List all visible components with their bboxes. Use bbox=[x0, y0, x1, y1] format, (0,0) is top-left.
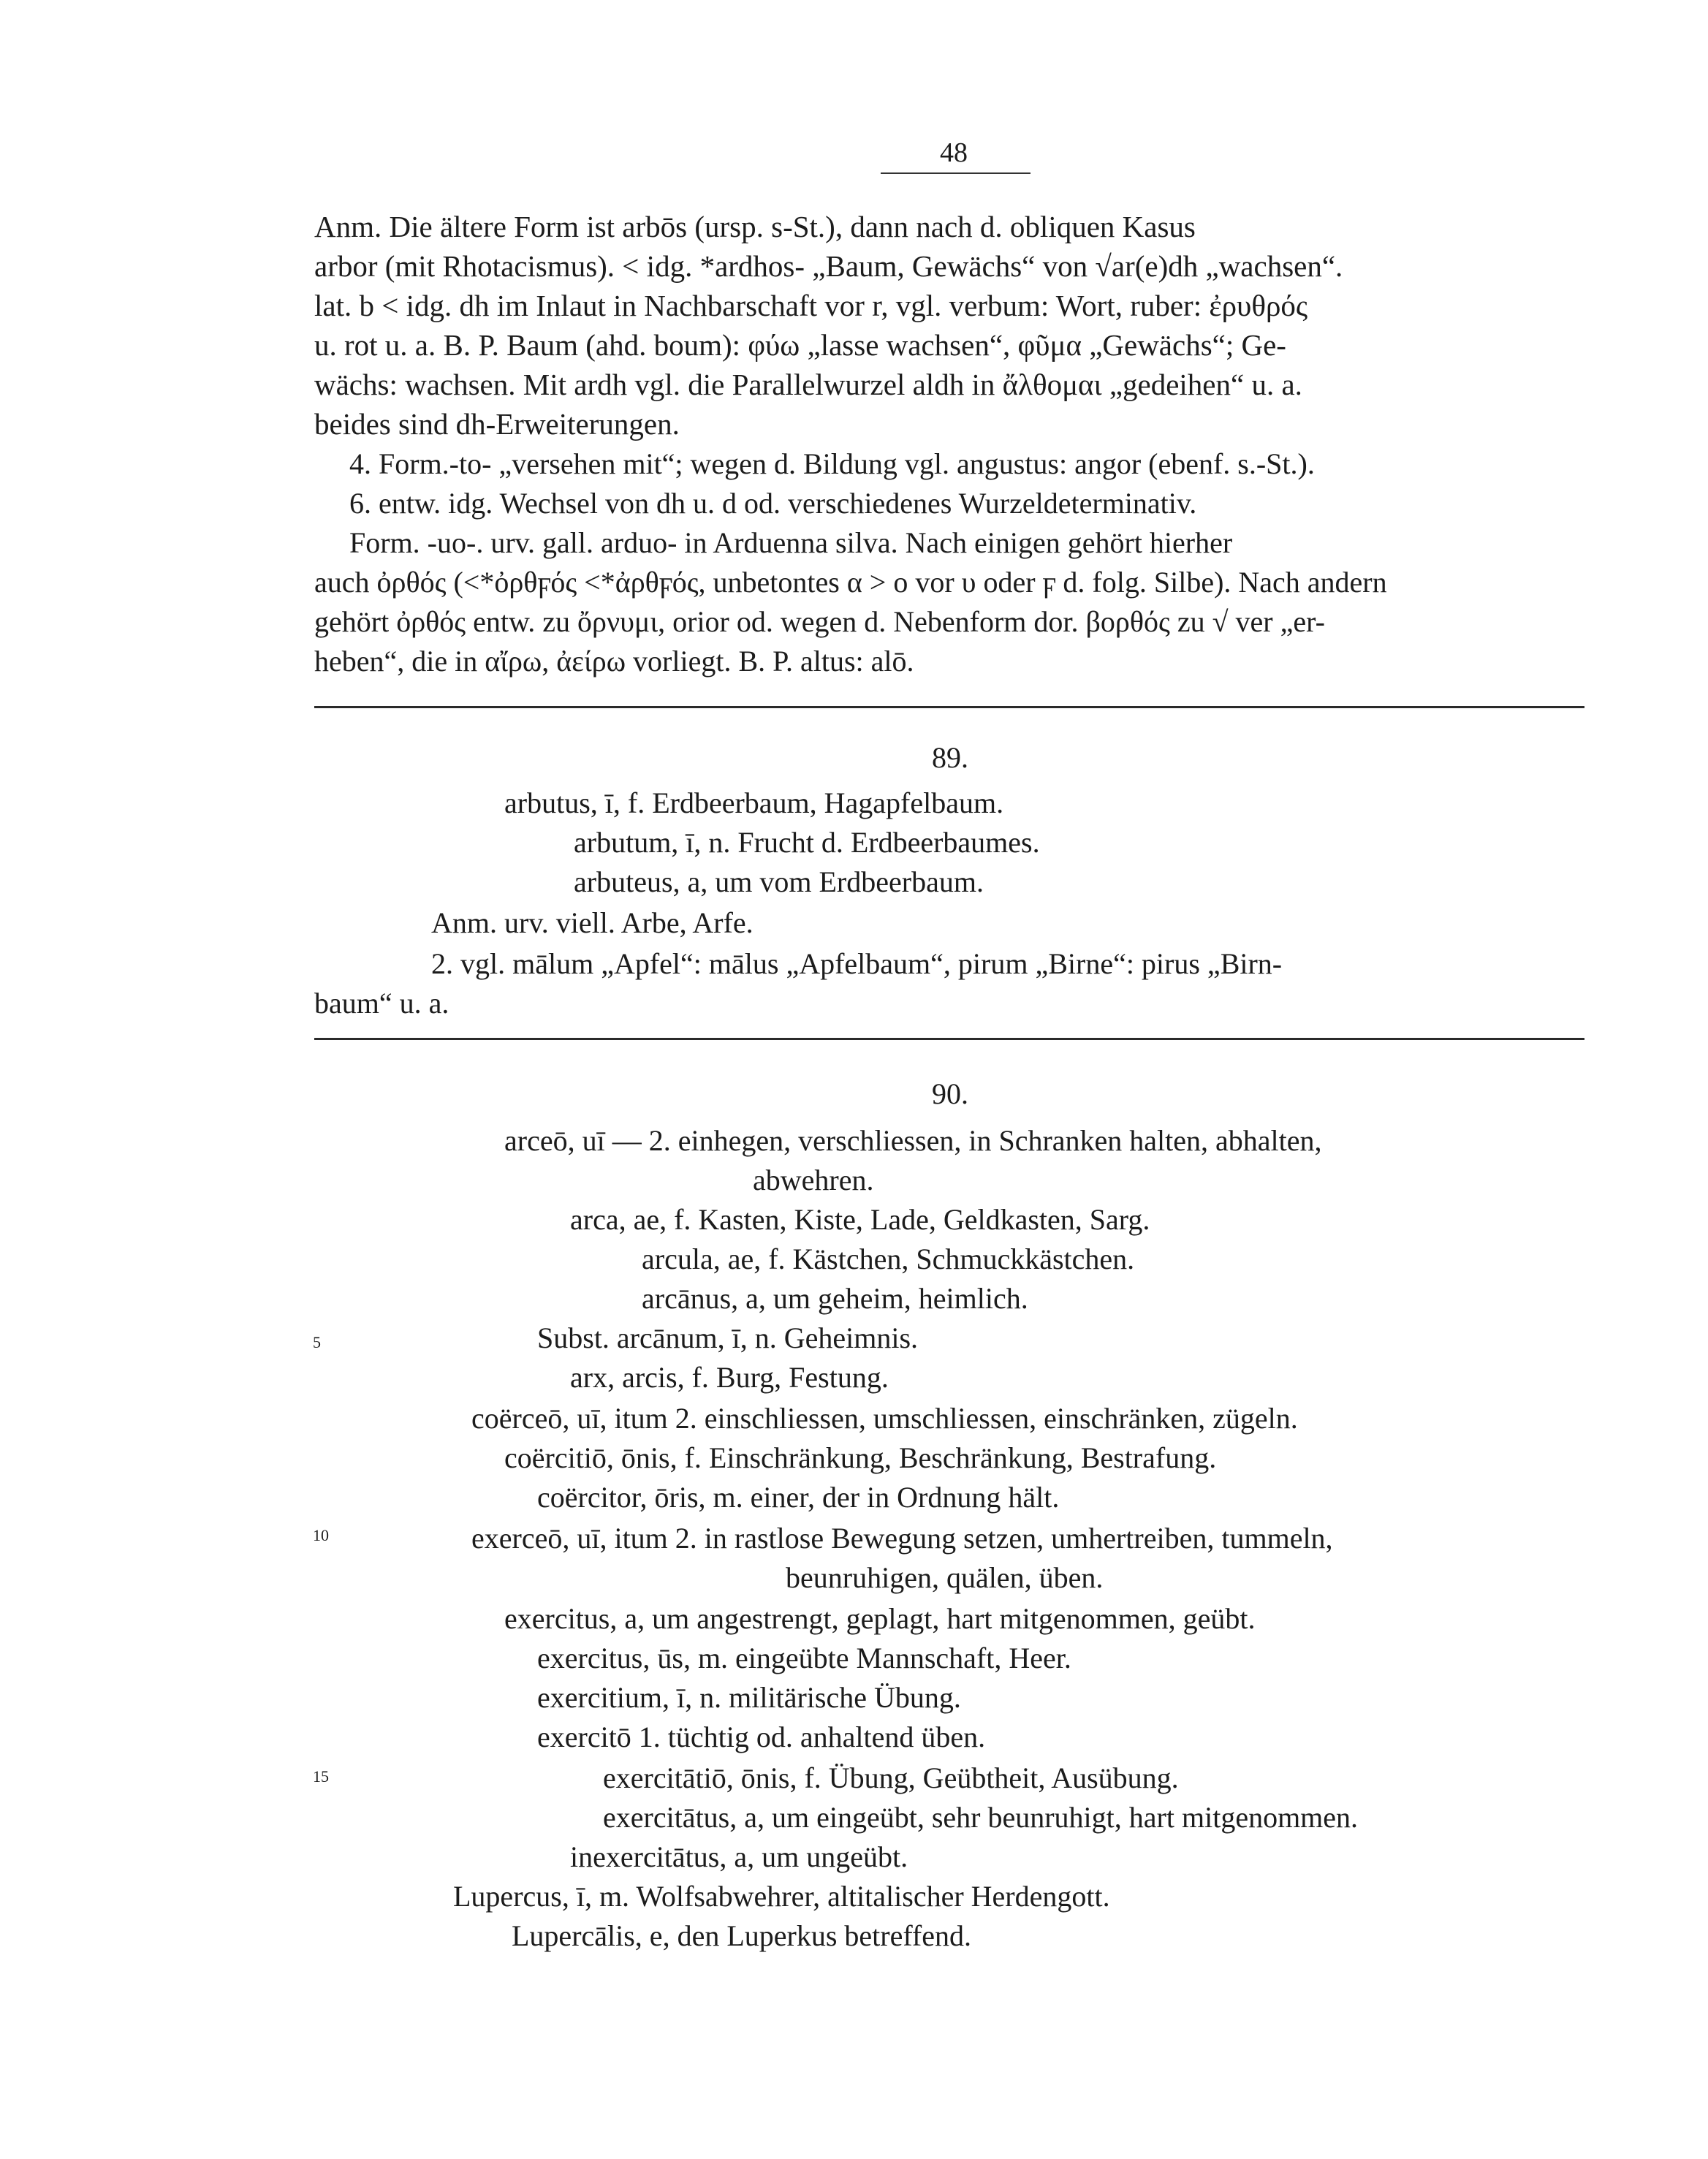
margin-line-number: 5 bbox=[313, 1333, 321, 1351]
note-line: Form. -uo-. urv. gall. arduo- in Arduenna silva. Nach einigen gehört hierher bbox=[349, 526, 1233, 559]
section-divider bbox=[314, 706, 1584, 708]
anm-line: arbor (mit Rhotacismus). < idg. *ardhos- „Baum, Gewächs“ von √ar(e)dh „wachsen“. bbox=[314, 249, 1343, 283]
note-line: gehört ὀρθός entw. zu ὄρνυμι, orior od. wegen d. Nebenform dor. βορθός zu √ ver „er- bbox=[314, 605, 1325, 638]
entry-line: Anm. urv. viell. Arbe, Arfe. bbox=[431, 906, 754, 939]
entry-line: 2. vgl. mālum „Apfel“: mālus „Apfelbaum“, pirum „Birne“: pirus „Birn- bbox=[431, 947, 1283, 980]
entry-line: Subst. arcānum, ī, n. Geheimnis. bbox=[537, 1321, 919, 1354]
anm-line: lat. b < idg. dh im Inlaut in Nachbarschaft vor r, vgl. verbum: Wort, ruber: ἐρυθρός bbox=[314, 289, 1308, 322]
entry-line: exerceō, uī, itum 2. in rastlose Bewegung setzen, umhertreiben, tummeln, bbox=[471, 1522, 1333, 1555]
anm-line: wächs: wachsen. Mit ardh vgl. die Parallelwurzel aldh in ἄλθομαι „gedeihen“ u. a. bbox=[314, 368, 1302, 401]
entry-line: arcānus, a, um geheim, heimlich. bbox=[642, 1282, 1028, 1315]
section-number-89: 89. bbox=[932, 741, 968, 774]
entry-line: arbutum, ī, n. Frucht d. Erdbeerbaumes. bbox=[574, 826, 1040, 859]
anm-line: Anm. Die ältere Form ist arbōs (ursp. s-St.), dann nach d. obliquen Kasus bbox=[314, 210, 1196, 243]
anm-line: beides sind dh-Erweiterungen. bbox=[314, 407, 680, 441]
margin-line-number: 15 bbox=[313, 1767, 329, 1786]
entry-line: coërcitor, ōris, m. einer, der in Ordnung hält. bbox=[537, 1481, 1060, 1514]
note-line: 6. entw. idg. Wechsel von dh u. d od. verschiedenes Wurzeldeterminativ. bbox=[349, 487, 1197, 520]
entry-line: exercitātus, a, um eingeübt, sehr beunruhigt, hart mitgenommen. bbox=[603, 1801, 1359, 1834]
note-line: 4. Form.-to- „versehen mit“; wegen d. Bildung vgl. angustus: angor (ebenf. s.-St.). bbox=[349, 447, 1315, 480]
entry-line: exercitium, ī, n. militärische Übung. bbox=[537, 1681, 961, 1714]
entry-line: beunruhigen, quälen, üben. bbox=[786, 1561, 1104, 1594]
entry-line: arceō, uī — 2. einhegen, verschliessen, in Schranken halten, abhalten, bbox=[504, 1124, 1322, 1157]
entry-line: arbuteus, a, um vom Erdbeerbaum. bbox=[574, 865, 984, 898]
entry-line: exercitus, ūs, m. eingeübte Mannschaft, Heer. bbox=[537, 1642, 1071, 1674]
margin-line-number: 10 bbox=[313, 1526, 329, 1544]
entry-line: exercitātiō, ōnis, f. Übung, Geübtheit, Ausübung. bbox=[603, 1761, 1179, 1794]
note-line: heben“, die in αἴρω, ἀείρω vorliegt. B. P. altus: alō. bbox=[314, 645, 914, 678]
page-number-rule bbox=[881, 172, 1031, 174]
entry-line: Lupercus, ī, m. Wolfsabwehrer, altitalischer Herdengott. bbox=[453, 1880, 1110, 1913]
anm-paragraph bbox=[314, 207, 1584, 444]
section-number-90: 90. bbox=[932, 1077, 968, 1110]
entry-line: coërceō, uī, itum 2. einschliessen, umschliessen, einschränken, zügeln. bbox=[471, 1402, 1298, 1435]
entry-line: arx, arcis, f. Burg, Festung. bbox=[570, 1361, 889, 1394]
section-divider bbox=[314, 1038, 1584, 1040]
entry-line: exercitō 1. tüchtig od. anhaltend üben. bbox=[537, 1720, 986, 1753]
entry-line: exercitus, a, um angestrengt, geplagt, hart mitgenommen, geübt. bbox=[504, 1602, 1256, 1635]
entry-line: inexercitātus, a, um ungeübt. bbox=[570, 1840, 908, 1873]
entry-line: arbutus, ī, f. Erdbeerbaum, Hagapfelbaum. bbox=[504, 786, 1004, 819]
entry-line: arcula, ae, f. Kästchen, Schmuckkästchen. bbox=[642, 1242, 1135, 1275]
entry-line: Lupercālis, e, den Luperkus betreffend. bbox=[512, 1919, 972, 1952]
entry-line: coërcitiō, ōnis, f. Einschränkung, Beschränkung, Bestrafung. bbox=[504, 1441, 1217, 1474]
entry-line: abwehren. bbox=[753, 1164, 874, 1196]
anm-line: u. rot u. a. B. P. Baum (ahd. boum): φύω „lasse wachsen“, φῦμα „Gewächs“; Ge- bbox=[314, 328, 1286, 362]
entry-line: arca, ae, f. Kasten, Kiste, Lade, Geldkasten, Sarg. bbox=[570, 1203, 1150, 1236]
note-line: auch ὀρθός (<*ὀρθϝός <*ἀρθϝός, unbetontes α > ο vor υ oder ϝ d. folg. Silbe). Nach andern bbox=[314, 566, 1387, 599]
entry-line: baum“ u. a. bbox=[314, 987, 449, 1020]
page-number: 48 bbox=[940, 137, 968, 168]
